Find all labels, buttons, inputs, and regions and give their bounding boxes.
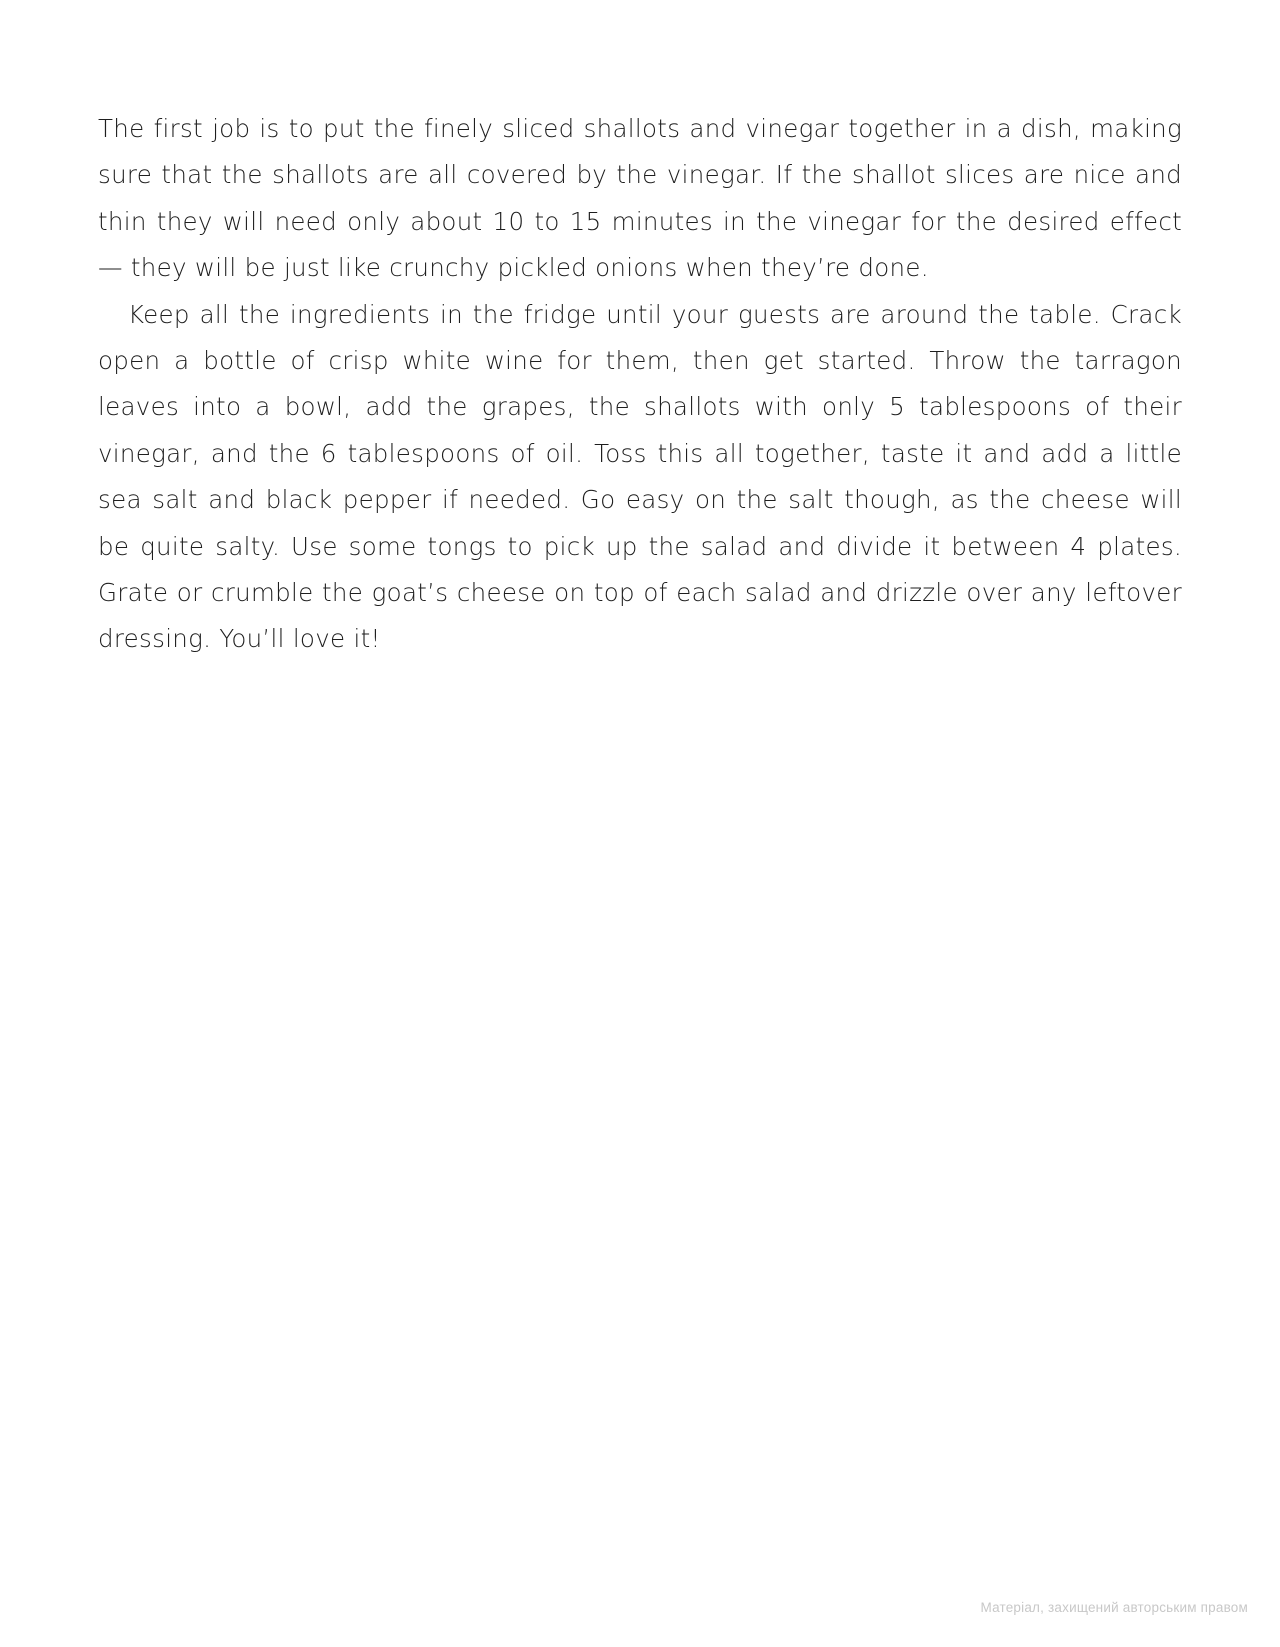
copyright-watermark: Матеріал, захищений авторським правом xyxy=(980,1600,1248,1615)
paragraph-shallots: The first job is to put the finely sliced shallots and vinegar together in a dish, making sure that the shallots are all covered by the vinegar. If the shallot slices are nice and thin they will need only about 10 to 15 minutes in the vinegar for the desired effect — they will be just like crunchy pickled onions when they’re done. xyxy=(98,114,1182,283)
recipe-method-text xyxy=(98,106,1182,663)
paragraph-serving: Keep all the ingredients in the fridge until your guests are around the table. Crack open a bottle of crisp white wine for them, then get started. Throw the tarragon leaves into a bowl, add the grapes, the shallots with only 5 tablespoons of their vinegar, and the 6 tablespoons of oil. Toss this all together, taste it and add a little sea salt and black pepper if needed. Go easy on the salt though, as the cheese will be quite salty. Use some tongs to pick up the salad and divide it between 4 plates. Grate or crumble the goat’s cheese on top of each salad and drizzle over any leftover dressing. You’ll love it! xyxy=(98,299,1182,654)
